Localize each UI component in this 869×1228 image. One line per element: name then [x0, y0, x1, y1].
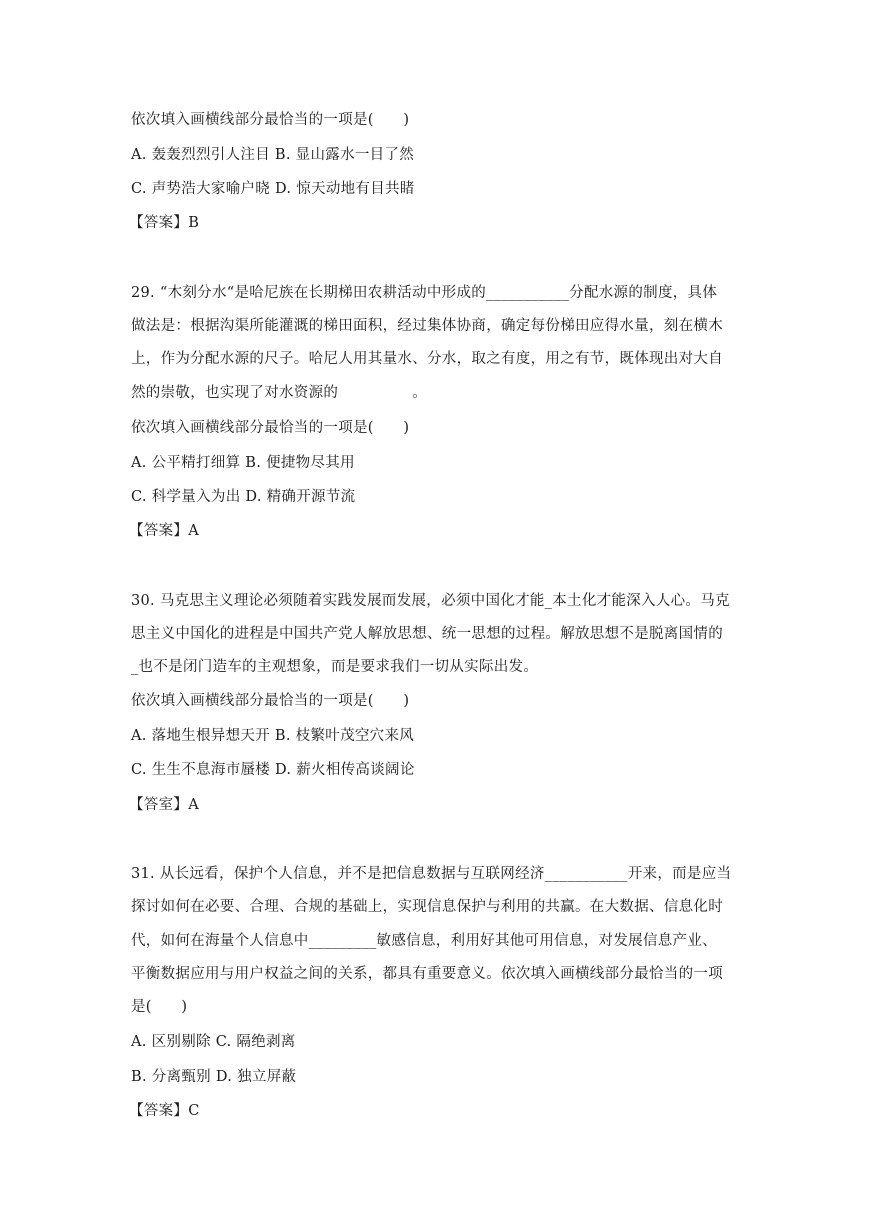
question-stem-line: 做法是：根据沟渠所能灌溉的梯田面积，经过集体协商，确定每份梯田应得水量，刻在横木: [131, 318, 723, 334]
question-stem-line: 31. 从长远看，保护个人信息，并不是把信息数据与互联网经济___________开来，而是应当: [131, 866, 732, 882]
answer-line: 【答案】A: [129, 523, 199, 539]
question-stem-line: 上，作为分配水源的尺子。哈尼人用其量水、分水，取之有度，用之有节，既体现出对大自: [131, 351, 723, 367]
option-line: A. 区别剔除 C. 隔绝剥离: [131, 1034, 296, 1050]
option-line: C. 声势浩大家喻户晓 D. 惊天动地有目共睹: [131, 181, 415, 197]
question-stem-line: 代，如何在海量个人信息中_________敏感信息，利用好其他可用信息，对发展信息产业、: [131, 933, 717, 949]
question-stem-line: 思主义中国化的进程是中国共产党人解放思想、统一思想的过程。解放思想不是脱离国情的: [131, 626, 723, 642]
question-prompt: 依次填入画横线部分最恰当的一项是( ): [131, 420, 410, 436]
question-stem-line: 30. 马克思主义理论必须随着实践发展而发展，必须中国化才能_本土化才能深入人心。马克: [131, 593, 730, 609]
option-line: C. 生生不息海市蜃楼 D. 薪火相传高谈阔论: [131, 762, 415, 778]
option-line: B. 分离甄别 D. 独立屏蔽: [131, 1069, 297, 1085]
question-stem-line: 然的崇敬，也实现了对水资源的 。: [131, 385, 427, 401]
question-stem-line: _也不是闭门造车的主观想象，而是要求我们一切从实际出发。: [131, 659, 539, 675]
question-stem-line: 平衡数据应用与用户权益之间的关系，都具有重要意义。依次填入画横线部分最恰当的一项: [131, 966, 723, 982]
option-line: C. 科学量入为出 D. 精确开源节流: [131, 489, 356, 505]
answer-line: 【答室】A: [129, 797, 199, 813]
answer-line: 【答案】C: [129, 1103, 200, 1119]
option-line: A. 落地生根异想天开 B. 枝繁叶茂空穴来风: [131, 728, 415, 744]
question-prompt: 依次填入画横线部分最恰当的一项是( ): [131, 693, 410, 709]
question-prompt: 依次填入画横线部分最恰当的一项是( ): [131, 112, 410, 128]
option-line: A. 轰轰烈烈引人注目 B. 显山露水一目了然: [131, 147, 415, 163]
question-stem-line: 29. “木刻分水“是哈尼族在长期梯田农耕活动中形成的___________分配水源的制度，具体: [131, 285, 718, 301]
question-prompt: 是( ): [131, 999, 188, 1015]
question-stem-line: 探讨如何在必要、合理、合规的基础上，实现信息保护与利用的共赢。在大数据、信息化时: [131, 899, 723, 915]
answer-line: 【答案】B: [129, 215, 200, 231]
option-line: A. 公平精打细算 B. 便捷物尽其用: [131, 455, 355, 471]
